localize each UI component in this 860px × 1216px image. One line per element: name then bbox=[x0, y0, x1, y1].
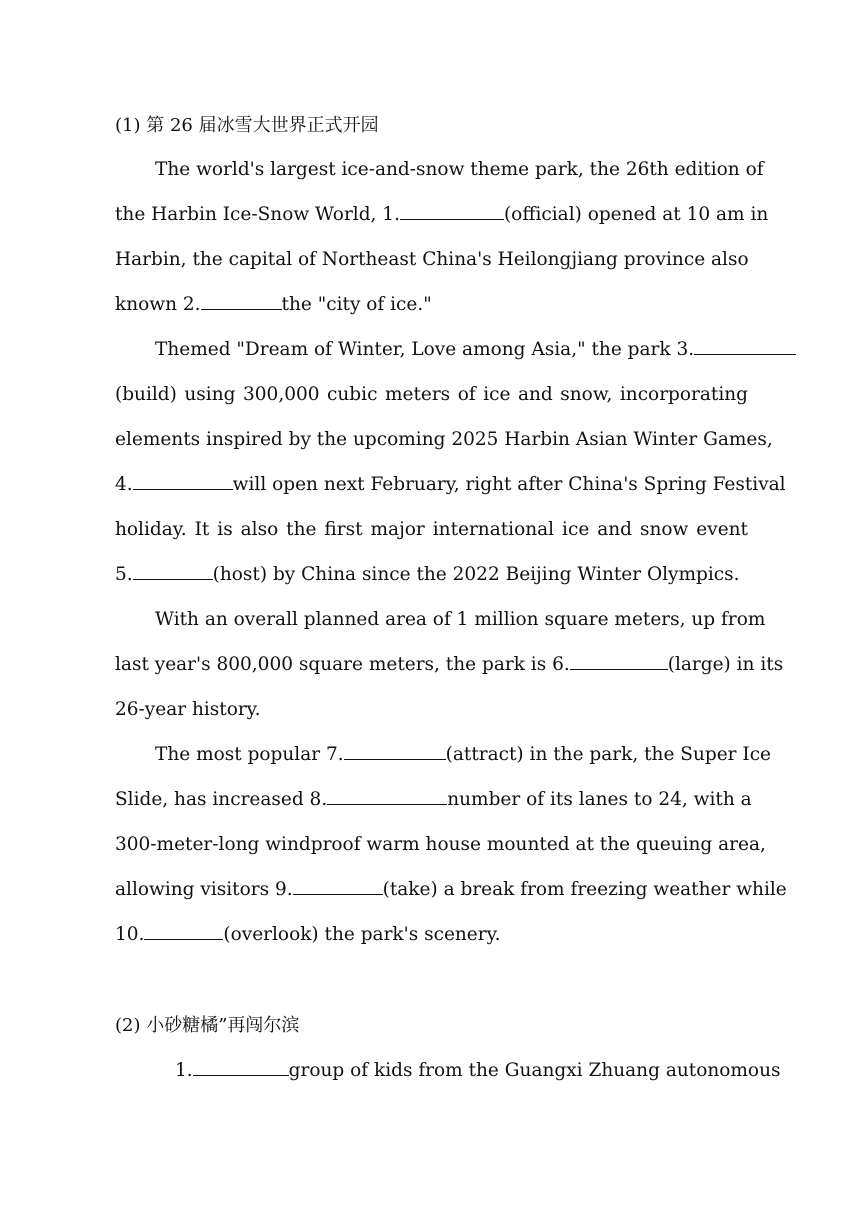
passage-line: last year's 800,000 square meters, the park is 6. (large) in its bbox=[115, 654, 784, 675]
passage-line: Slide, has increased 8. number of its lanes to 24, with a bbox=[115, 789, 752, 810]
passage-line: the Harbin Ice-Snow World, 1. (official) opened at 10 am in bbox=[115, 204, 769, 225]
passage-line: 1. group of kids from the Guangxi Zhuang autonomous bbox=[175, 1060, 781, 1081]
passage-line: allowing visitors 9. (take) a break from freezing weather while bbox=[115, 879, 787, 900]
answer-blank-6[interactable] bbox=[570, 668, 668, 670]
answer-blank-1[interactable] bbox=[400, 218, 504, 220]
passage-line: elements inspired by the upcoming 2025 Harbin Asian Winter Games, bbox=[115, 429, 773, 450]
passage-line: 26-year history. bbox=[115, 699, 261, 720]
passage-line: holiday. It is also the first major international ice and snow event bbox=[115, 519, 748, 540]
section-2-heading: (2) 小砂糖橘”再闯尔滨 bbox=[115, 1015, 300, 1036]
answer-blank-8[interactable] bbox=[327, 803, 447, 805]
answer-blank-7[interactable] bbox=[344, 758, 446, 760]
passage-line: With an overall planned area of 1 million square meters, up from bbox=[155, 609, 766, 630]
passage-line: known 2. the "city of ice." bbox=[115, 294, 432, 315]
passage-line: 300-meter-long windproof warm house mounted at the queuing area, bbox=[115, 834, 766, 855]
passage-line: (build) using 300,000 cubic meters of ice and snow, incorporating bbox=[115, 384, 748, 405]
passage-line: 5. (host) by China since the 2022 Beijing Winter Olympics. bbox=[115, 564, 740, 585]
passage-line: Harbin, the capital of Northeast China's Heilongjiang province also bbox=[115, 249, 749, 270]
answer-blank-4[interactable] bbox=[133, 488, 233, 490]
answer-blank-2[interactable] bbox=[201, 308, 282, 310]
section-1-heading: (1) 第 26 届冰雪大世界正式开园 bbox=[115, 115, 379, 136]
passage-line: 10. (overlook) the park's scenery. bbox=[115, 924, 501, 945]
passage-line: Themed "Dream of Winter, Love among Asia," the park 3. bbox=[155, 338, 748, 362]
passage-line: The world's largest ice-and-snow theme park, the 26th edition of bbox=[155, 159, 764, 180]
answer-blank-10[interactable] bbox=[144, 938, 223, 940]
passage-line: 4. will open next February, right after China's Spring Festival bbox=[115, 474, 786, 495]
answer-blank-s2-1[interactable] bbox=[193, 1074, 289, 1076]
answer-blank-3[interactable] bbox=[694, 353, 796, 355]
passage-line: The most popular 7. (attract) in the park, the Super Ice bbox=[155, 744, 771, 765]
answer-blank-9[interactable] bbox=[293, 893, 383, 895]
answer-blank-5[interactable] bbox=[133, 578, 213, 580]
